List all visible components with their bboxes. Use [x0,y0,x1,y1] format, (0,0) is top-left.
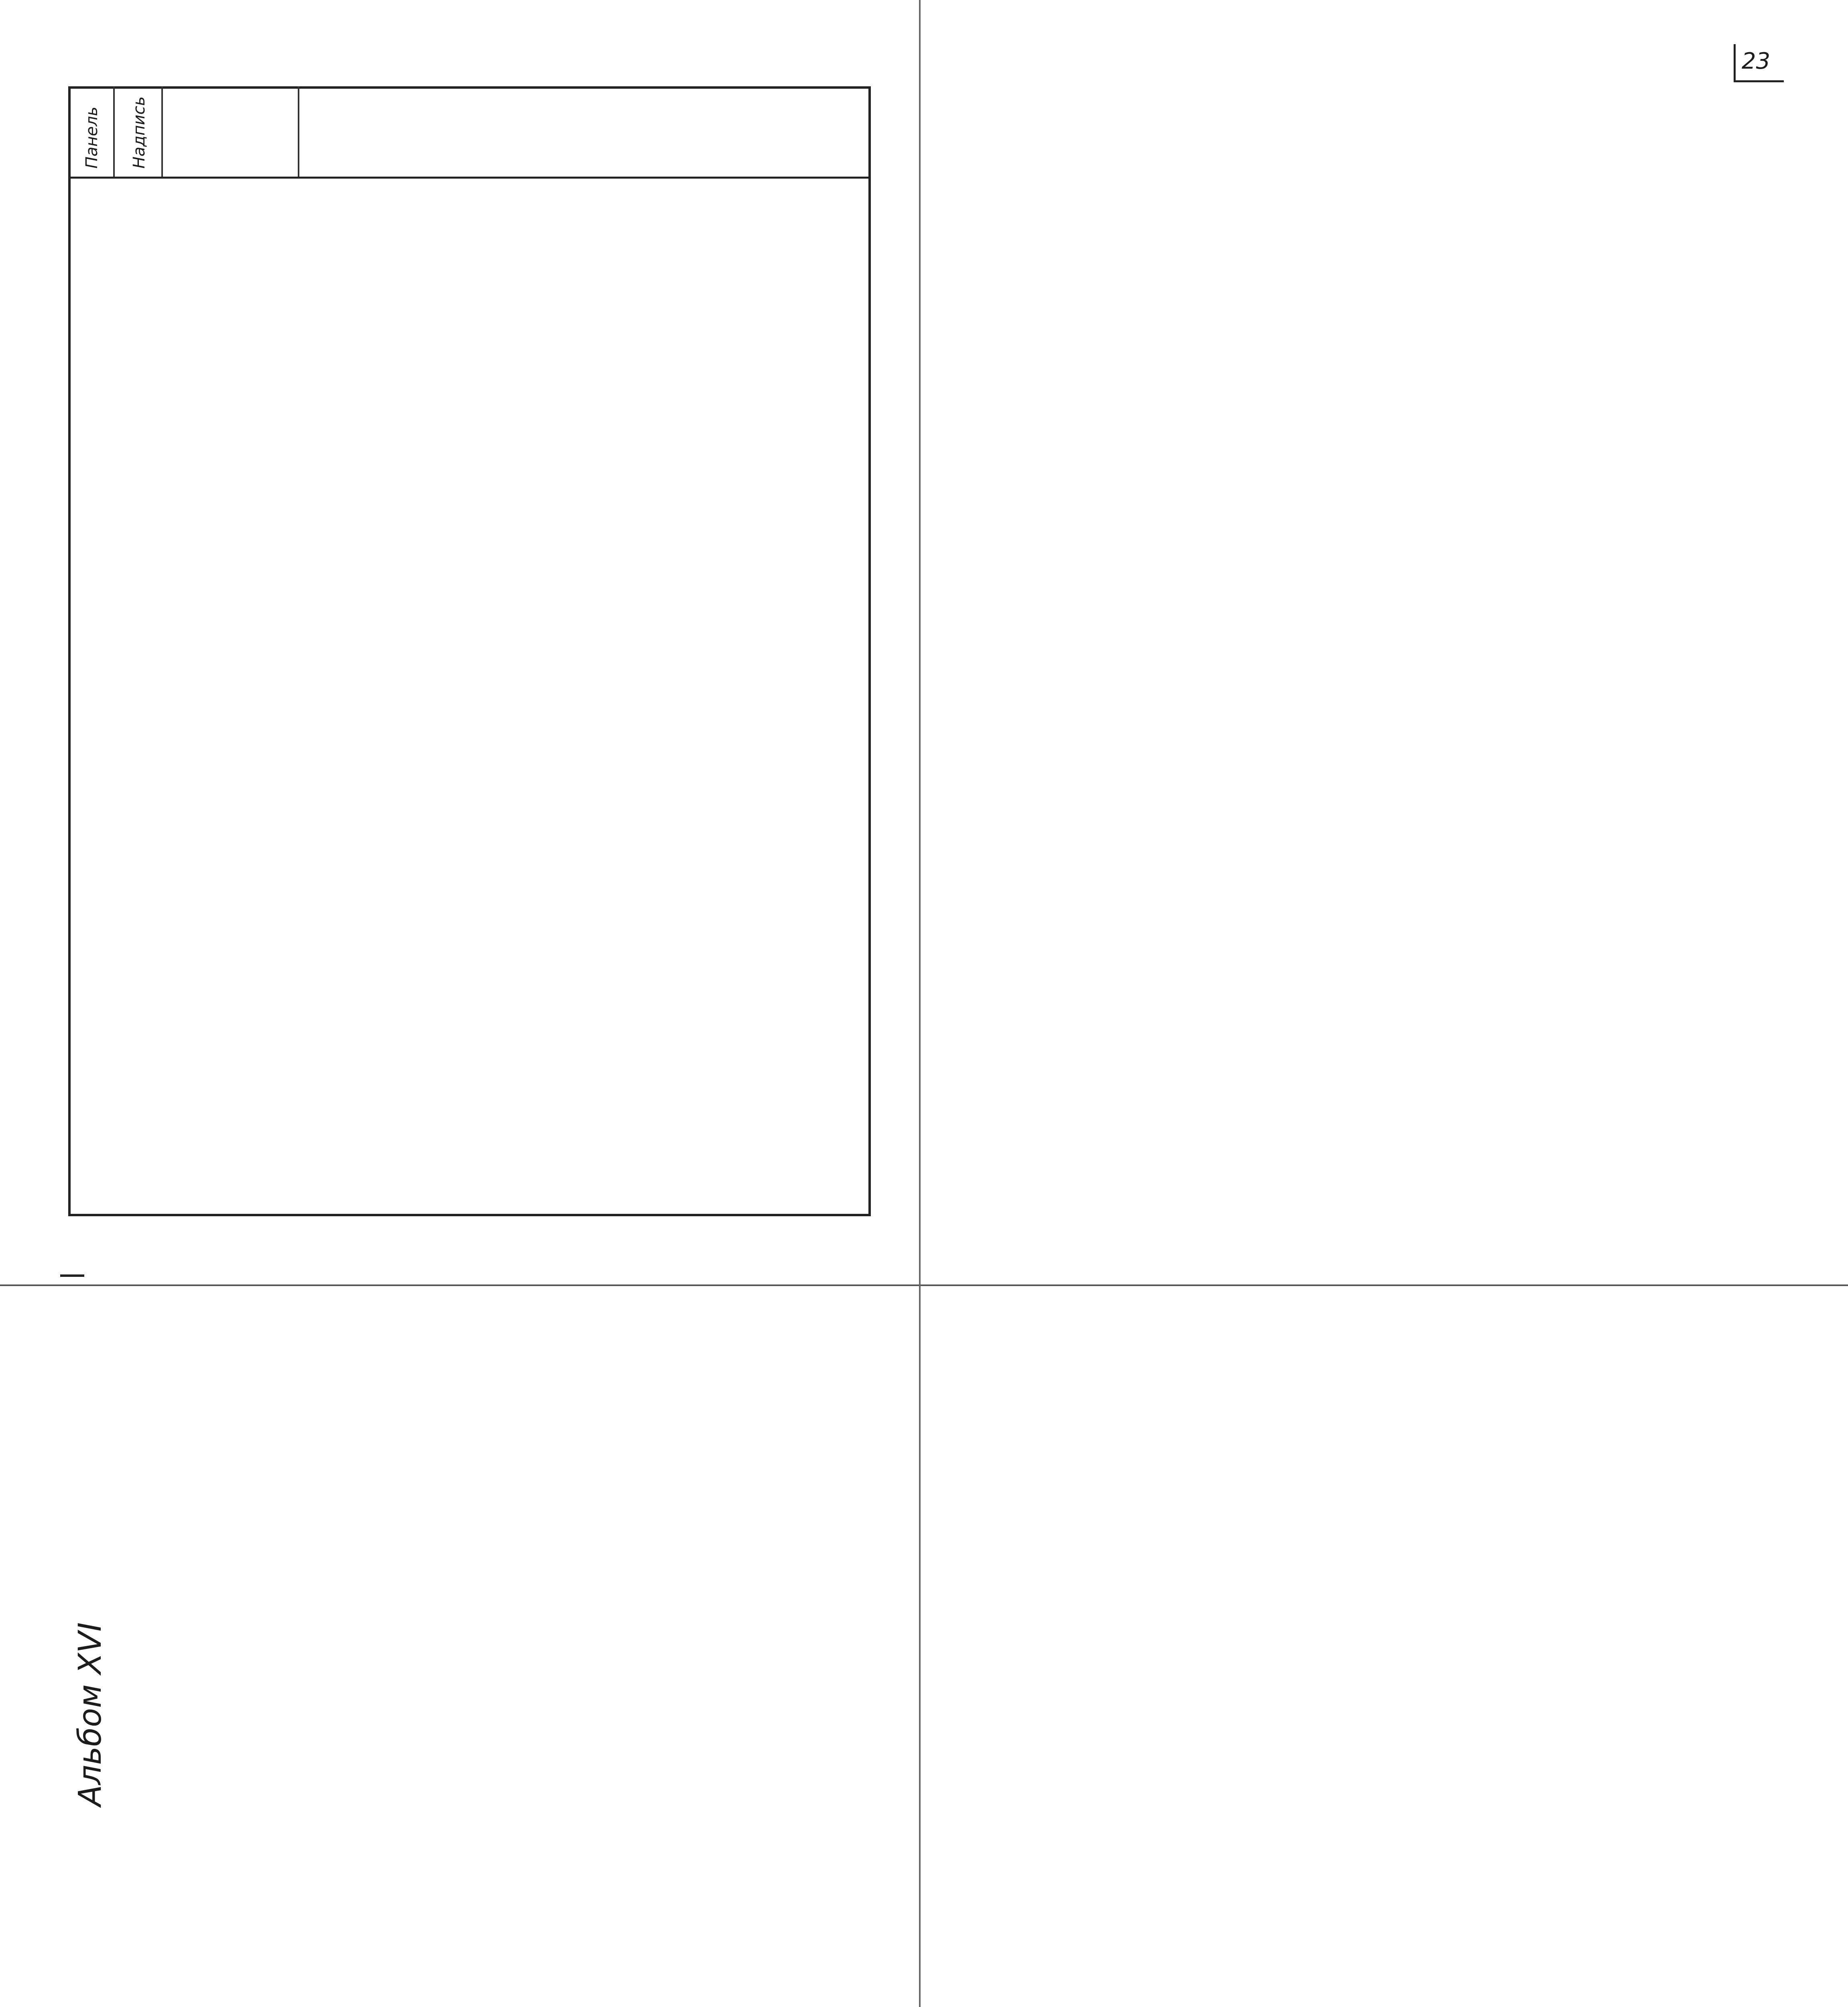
header-label-text: Надпись [130,96,148,169]
page-number-box [1734,44,1784,82]
header-label [115,86,163,177]
header-panel-text: Панель [83,106,101,169]
header-panel [68,86,115,177]
sheet-frame [68,86,871,1216]
margin-dash [60,1274,84,1277]
fold-line-horizontal [0,1284,1848,1286]
fold-line-vertical [919,0,921,2007]
page-number: 23 [1742,48,1771,74]
sheet-s1 [68,86,871,1216]
table-header [68,86,871,179]
header-pos [163,86,299,177]
album-label: Альбом XVI [72,1622,108,1806]
